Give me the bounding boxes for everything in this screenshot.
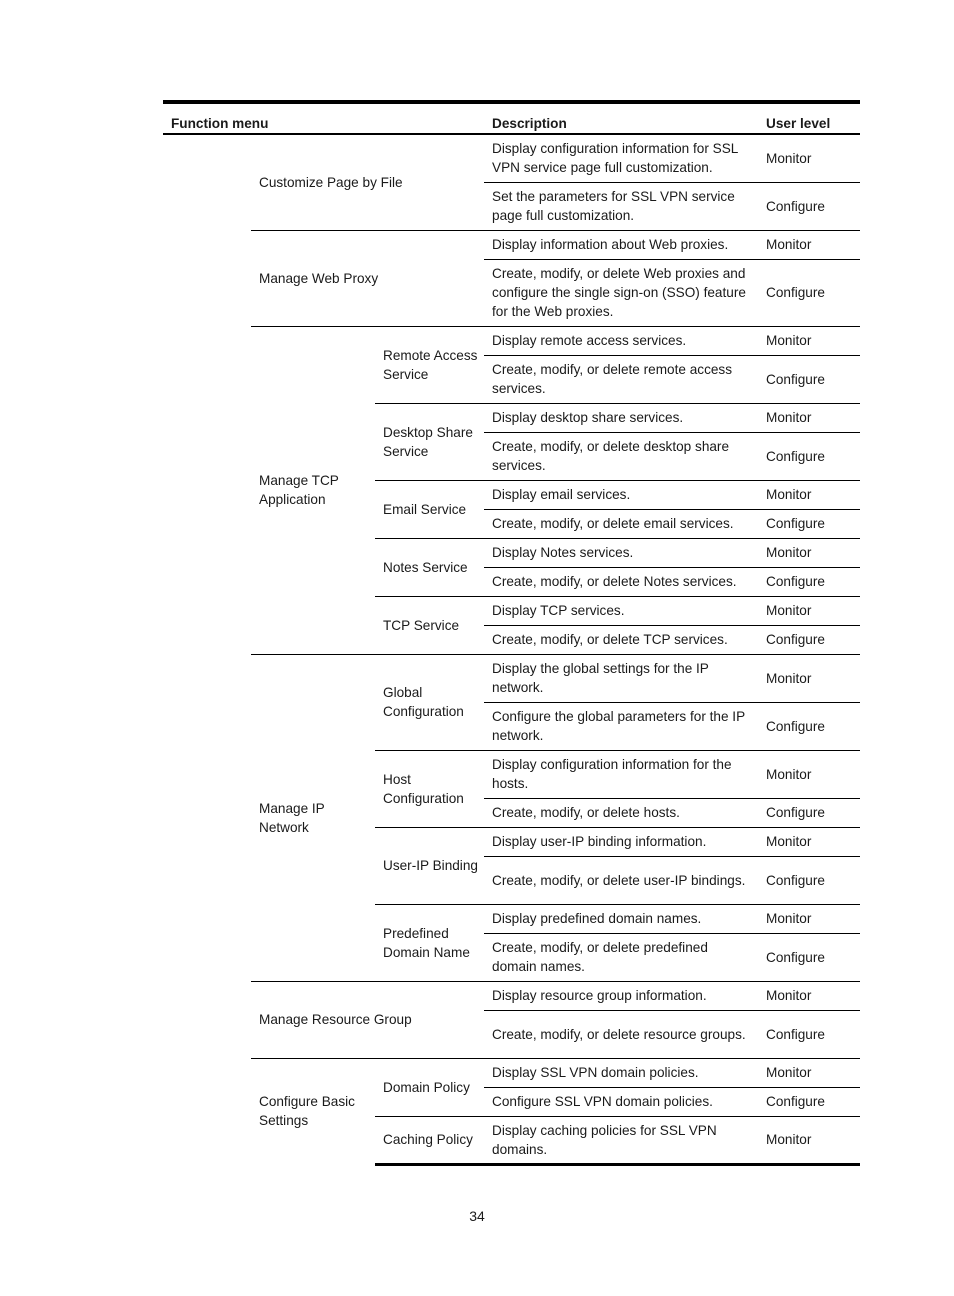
description-cell: Create, modify, or delete Web proxies and configure the single sign-on (SSO) feature for the Web proxies. [484,259,758,326]
user-level-cell: Monitor [758,750,860,798]
submenu-cell: Domain Policy [375,1058,484,1116]
description-cell: Create, modify, or delete predefined domain names. [484,933,758,981]
user-level-cell: Configure [758,1087,860,1116]
description-cell: Configure SSL VPN domain policies. [484,1087,758,1116]
submenu-cell: Email Service [375,480,484,538]
function-menu-cell: Manage Web Proxy [251,230,484,326]
description-cell: Create, modify, or delete TCP services. [484,625,758,654]
table-row [163,1058,860,1087]
description-cell: Create, modify, or delete desktop share services. [484,432,758,480]
table-row [163,230,860,259]
description-cell: Display desktop share services. [484,403,758,432]
function-menu-cell: Manage TCP Application [251,326,375,654]
description-cell: Create, modify, or delete email services. [484,509,758,538]
submenu-cell: User-IP Binding [375,827,484,904]
user-level-cell: Monitor [758,326,860,355]
function-menu-cell: Customize Page by File [259,174,403,190]
description-cell: Create, modify, or delete resource groups. [484,1010,758,1058]
user-level-cell: Monitor [758,480,860,509]
user-level-cell: Monitor [758,654,860,702]
table-row [163,981,860,1010]
user-level-cell: Monitor [758,904,860,933]
table-header-row [163,102,860,134]
submenu-cell: Global Configuration [375,654,484,750]
table-row [163,134,860,182]
submenu-cell: Desktop Share Service [375,403,484,480]
user-level-cell: Configure [758,625,860,654]
submenu-cell: Predefined Domain Name [375,904,484,981]
description-cell: Display SSL VPN domain policies. [484,1058,758,1087]
header-user-level: User level [758,102,860,134]
table-row [163,654,860,702]
user-level-cell: Monitor [758,981,860,1010]
function-menu-cell: Manage Resource Group [251,981,484,1058]
description-cell: Display TCP services. [484,596,758,625]
user-level-cell: Configure [758,259,860,326]
user-level-cell: Monitor [758,538,860,567]
description-cell: Display Notes services. [484,538,758,567]
blank-column [163,134,251,1164]
description-cell: Configure the global parameters for the IP network. [484,702,758,750]
user-level-cell: Configure [758,856,860,904]
user-level-cell: Monitor [758,827,860,856]
description-cell: Create, modify, or delete hosts. [484,798,758,827]
description-cell: Display configuration information for SSL VPN service page full customization. [492,141,738,176]
submenu-cell: Notes Service [375,538,484,596]
header-description: Description [484,102,758,134]
submenu-cell: Remote Access Service [375,326,484,403]
description-cell: Display the global settings for the IP network. [484,654,758,702]
user-level-cell: Configure [758,509,860,538]
description-cell: Display email services. [484,480,758,509]
user-level-cell: Monitor [766,150,812,166]
description-cell: Create, modify, or delete user-IP bindings. [484,856,758,904]
description-cell: Display user-IP binding information. [484,827,758,856]
description-cell: Display remote access services. [484,326,758,355]
function-menu-cell: Manage IP Network [251,654,375,981]
function-menu-table [163,100,860,1166]
description-cell: Display predefined domain names. [484,904,758,933]
submenu-cell: Host Configuration [375,750,484,827]
user-level-cell: Configure [758,567,860,596]
description-cell: Display caching policies for SSL VPN domains. [484,1116,758,1164]
function-menu-cell: Configure Basic Settings [251,1058,375,1164]
description-cell: Display resource group information. [484,981,758,1010]
header-function-menu: Function menu [163,102,484,134]
user-level-cell: Configure [758,1010,860,1058]
user-level-cell: Configure [758,432,860,480]
user-level-cell: Monitor [758,403,860,432]
user-level-cell: Configure [758,182,860,230]
user-level-cell: Monitor [758,596,860,625]
description-cell: Create, modify, or delete remote access services. [484,355,758,403]
table-row [163,326,860,355]
submenu-cell: Caching Policy [375,1116,484,1164]
description-cell: Create, modify, or delete Notes services. [484,567,758,596]
description-cell: Set the parameters for SSL VPN service page full customization. [484,182,758,230]
user-level-cell: Configure [758,933,860,981]
user-level-cell: Configure [758,702,860,750]
submenu-cell: TCP Service [375,596,484,654]
user-level-cell: Configure [758,798,860,827]
user-level-cell: Monitor [758,1058,860,1087]
page-number: 34 [469,1208,485,1224]
description-cell: Display configuration information for the hosts. [484,750,758,798]
user-level-cell: Configure [758,355,860,403]
user-level-cell: Monitor [758,1116,860,1164]
description-cell: Display information about Web proxies. [484,230,758,259]
user-level-cell: Monitor [758,230,860,259]
